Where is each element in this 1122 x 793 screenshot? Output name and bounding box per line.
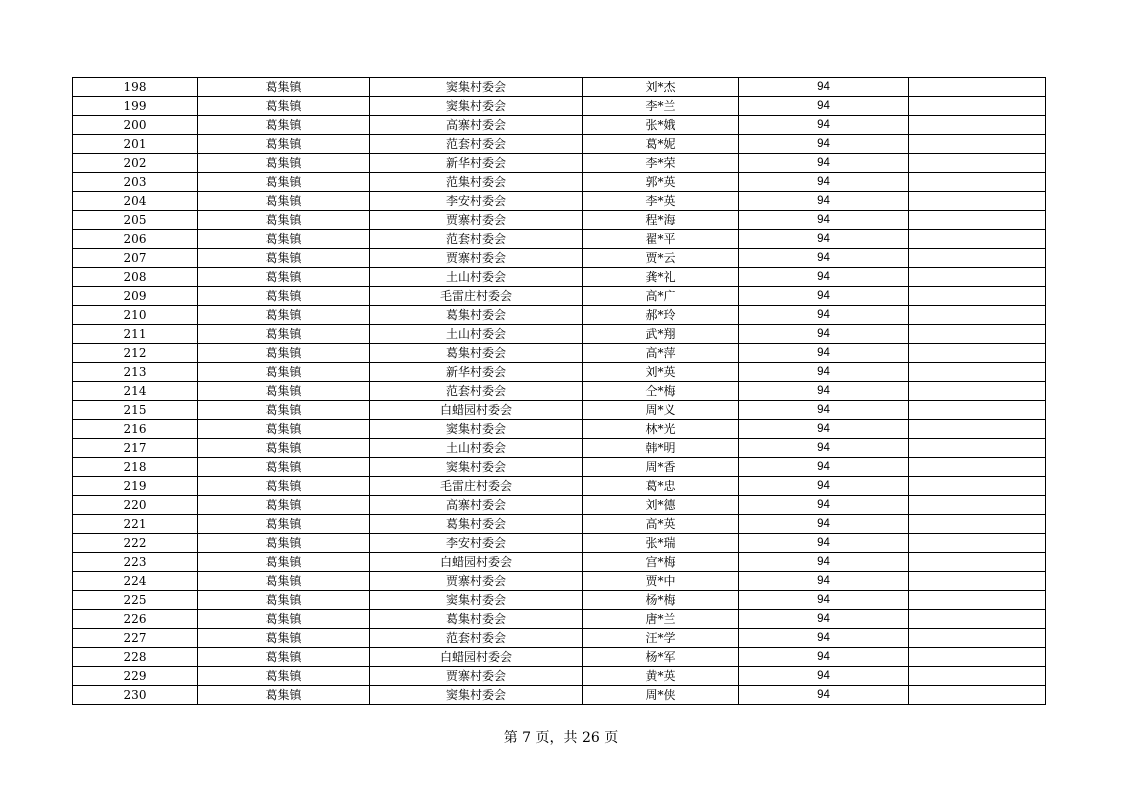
person-name-cell: 杨*梅 xyxy=(583,591,739,610)
person-name-cell: 葛*妮 xyxy=(583,135,739,154)
remark-cell xyxy=(909,173,1046,192)
table-row xyxy=(73,154,1046,173)
town-cell: 葛集镇 xyxy=(198,192,370,211)
table-row xyxy=(73,382,1046,401)
score-cell: 94 xyxy=(739,116,909,135)
remark-cell xyxy=(909,192,1046,211)
row-number-cell: 214 xyxy=(73,382,198,401)
score-cell: 94 xyxy=(739,648,909,667)
table-row xyxy=(73,211,1046,230)
score-cell: 94 xyxy=(739,344,909,363)
score-cell: 94 xyxy=(739,249,909,268)
person-name-cell: 仝*梅 xyxy=(583,382,739,401)
person-name-cell: 高*萍 xyxy=(583,344,739,363)
person-name-cell: 李*兰 xyxy=(583,97,739,116)
village-committee-cell: 贾寨村委会 xyxy=(370,667,583,686)
person-name-cell: 龚*礼 xyxy=(583,268,739,287)
person-name-cell: 贾*中 xyxy=(583,572,739,591)
village-committee-cell: 窦集村委会 xyxy=(370,458,583,477)
person-name-cell: 刘*英 xyxy=(583,363,739,382)
records-table xyxy=(72,77,1046,705)
town-cell: 葛集镇 xyxy=(198,135,370,154)
remark-cell xyxy=(909,420,1046,439)
village-committee-cell: 葛集村委会 xyxy=(370,344,583,363)
remark-cell xyxy=(909,116,1046,135)
village-committee-cell: 白蜡园村委会 xyxy=(370,553,583,572)
table-row xyxy=(73,230,1046,249)
row-number-cell: 219 xyxy=(73,477,198,496)
remark-cell xyxy=(909,325,1046,344)
village-committee-cell: 白蜡园村委会 xyxy=(370,401,583,420)
remark-cell xyxy=(909,610,1046,629)
person-name-cell: 高*英 xyxy=(583,515,739,534)
town-cell: 葛集镇 xyxy=(198,154,370,173)
town-cell: 葛集镇 xyxy=(198,287,370,306)
person-name-cell: 郝*玲 xyxy=(583,306,739,325)
score-cell: 94 xyxy=(739,363,909,382)
score-cell: 94 xyxy=(739,287,909,306)
row-number-cell: 202 xyxy=(73,154,198,173)
table-row xyxy=(73,553,1046,572)
town-cell: 葛集镇 xyxy=(198,515,370,534)
score-cell: 94 xyxy=(739,192,909,211)
remark-cell xyxy=(909,553,1046,572)
score-cell: 94 xyxy=(739,610,909,629)
score-cell: 94 xyxy=(739,97,909,116)
row-number-cell: 200 xyxy=(73,116,198,135)
score-cell: 94 xyxy=(739,477,909,496)
village-committee-cell: 新华村委会 xyxy=(370,363,583,382)
table-row xyxy=(73,572,1046,591)
table-row xyxy=(73,116,1046,135)
score-cell: 94 xyxy=(739,515,909,534)
remark-cell xyxy=(909,382,1046,401)
row-number-cell: 208 xyxy=(73,268,198,287)
score-cell: 94 xyxy=(739,591,909,610)
table-row xyxy=(73,648,1046,667)
row-number-cell: 229 xyxy=(73,667,198,686)
village-committee-cell: 毛雷庄村委会 xyxy=(370,287,583,306)
remark-cell xyxy=(909,211,1046,230)
row-number-cell: 215 xyxy=(73,401,198,420)
table-row xyxy=(73,458,1046,477)
remark-cell xyxy=(909,572,1046,591)
remark-cell xyxy=(909,154,1046,173)
village-committee-cell: 范集村委会 xyxy=(370,173,583,192)
score-cell: 94 xyxy=(739,401,909,420)
row-number-cell: 210 xyxy=(73,306,198,325)
town-cell: 葛集镇 xyxy=(198,534,370,553)
person-name-cell: 周*侠 xyxy=(583,686,739,705)
table-row xyxy=(73,401,1046,420)
row-number-cell: 226 xyxy=(73,610,198,629)
table-row xyxy=(73,496,1046,515)
person-name-cell: 张*娥 xyxy=(583,116,739,135)
village-committee-cell: 李安村委会 xyxy=(370,192,583,211)
person-name-cell: 贾*云 xyxy=(583,249,739,268)
village-committee-cell: 贾寨村委会 xyxy=(370,211,583,230)
person-name-cell: 程*海 xyxy=(583,211,739,230)
town-cell: 葛集镇 xyxy=(198,325,370,344)
score-cell: 94 xyxy=(739,382,909,401)
village-committee-cell: 高寨村委会 xyxy=(370,496,583,515)
village-committee-cell: 窦集村委会 xyxy=(370,591,583,610)
row-number-cell: 207 xyxy=(73,249,198,268)
page-footer: 第 7 页，共 26 页 xyxy=(503,730,619,746)
person-name-cell: 张*瑞 xyxy=(583,534,739,553)
remark-cell xyxy=(909,515,1046,534)
person-name-cell: 翟*平 xyxy=(583,230,739,249)
row-number-cell: 220 xyxy=(73,496,198,515)
score-cell: 94 xyxy=(739,78,909,97)
person-name-cell: 杨*军 xyxy=(583,648,739,667)
table-row xyxy=(73,249,1046,268)
row-number-cell: 230 xyxy=(73,686,198,705)
village-committee-cell: 毛雷庄村委会 xyxy=(370,477,583,496)
remark-cell xyxy=(909,667,1046,686)
village-committee-cell: 土山村委会 xyxy=(370,439,583,458)
row-number-cell: 224 xyxy=(73,572,198,591)
table-row xyxy=(73,686,1046,705)
row-number-cell: 216 xyxy=(73,420,198,439)
remark-cell xyxy=(909,648,1046,667)
person-name-cell: 葛*忠 xyxy=(583,477,739,496)
table-row xyxy=(73,135,1046,154)
village-committee-cell: 窦集村委会 xyxy=(370,78,583,97)
table-row xyxy=(73,78,1046,97)
person-name-cell: 李*英 xyxy=(583,192,739,211)
village-committee-cell: 窦集村委会 xyxy=(370,686,583,705)
remark-cell xyxy=(909,306,1046,325)
row-number-cell: 221 xyxy=(73,515,198,534)
person-name-cell: 林*光 xyxy=(583,420,739,439)
table-row xyxy=(73,268,1046,287)
village-committee-cell: 高寨村委会 xyxy=(370,116,583,135)
remark-cell xyxy=(909,534,1046,553)
row-number-cell: 204 xyxy=(73,192,198,211)
village-committee-cell: 葛集村委会 xyxy=(370,306,583,325)
remark-cell xyxy=(909,249,1046,268)
town-cell: 葛集镇 xyxy=(198,458,370,477)
village-committee-cell: 窦集村委会 xyxy=(370,97,583,116)
village-committee-cell: 新华村委会 xyxy=(370,154,583,173)
table-row xyxy=(73,173,1046,192)
row-number-cell: 205 xyxy=(73,211,198,230)
village-committee-cell: 范套村委会 xyxy=(370,629,583,648)
town-cell: 葛集镇 xyxy=(198,439,370,458)
table-row xyxy=(73,629,1046,648)
town-cell: 葛集镇 xyxy=(198,401,370,420)
remark-cell xyxy=(909,230,1046,249)
remark-cell xyxy=(909,135,1046,154)
remark-cell xyxy=(909,496,1046,515)
town-cell: 葛集镇 xyxy=(198,306,370,325)
table-row xyxy=(73,192,1046,211)
town-cell: 葛集镇 xyxy=(198,648,370,667)
village-committee-cell: 土山村委会 xyxy=(370,325,583,344)
town-cell: 葛集镇 xyxy=(198,97,370,116)
row-number-cell: 203 xyxy=(73,173,198,192)
town-cell: 葛集镇 xyxy=(198,382,370,401)
person-name-cell: 武*翔 xyxy=(583,325,739,344)
town-cell: 葛集镇 xyxy=(198,344,370,363)
row-number-cell: 206 xyxy=(73,230,198,249)
town-cell: 葛集镇 xyxy=(198,686,370,705)
score-cell: 94 xyxy=(739,420,909,439)
village-committee-cell: 范套村委会 xyxy=(370,382,583,401)
town-cell: 葛集镇 xyxy=(198,496,370,515)
score-cell: 94 xyxy=(739,173,909,192)
person-name-cell: 汪*学 xyxy=(583,629,739,648)
row-number-cell: 223 xyxy=(73,553,198,572)
remark-cell xyxy=(909,458,1046,477)
table-row xyxy=(73,610,1046,629)
remark-cell xyxy=(909,439,1046,458)
town-cell: 葛集镇 xyxy=(198,572,370,591)
records-table-body xyxy=(73,78,1046,705)
village-committee-cell: 范套村委会 xyxy=(370,230,583,249)
person-name-cell: 刘*德 xyxy=(583,496,739,515)
village-committee-cell: 葛集村委会 xyxy=(370,610,583,629)
score-cell: 94 xyxy=(739,629,909,648)
table-row xyxy=(73,287,1046,306)
row-number-cell: 198 xyxy=(73,78,198,97)
town-cell: 葛集镇 xyxy=(198,78,370,97)
row-number-cell: 222 xyxy=(73,534,198,553)
town-cell: 葛集镇 xyxy=(198,629,370,648)
town-cell: 葛集镇 xyxy=(198,363,370,382)
row-number-cell: 211 xyxy=(73,325,198,344)
person-name-cell: 高*广 xyxy=(583,287,739,306)
remark-cell xyxy=(909,401,1046,420)
village-committee-cell: 葛集村委会 xyxy=(370,515,583,534)
town-cell: 葛集镇 xyxy=(198,553,370,572)
remark-cell xyxy=(909,477,1046,496)
table-row xyxy=(73,534,1046,553)
table-row xyxy=(73,325,1046,344)
score-cell: 94 xyxy=(739,686,909,705)
row-number-cell: 213 xyxy=(73,363,198,382)
score-cell: 94 xyxy=(739,553,909,572)
town-cell: 葛集镇 xyxy=(198,230,370,249)
row-number-cell: 199 xyxy=(73,97,198,116)
town-cell: 葛集镇 xyxy=(198,610,370,629)
table-row xyxy=(73,420,1046,439)
person-name-cell: 周*香 xyxy=(583,458,739,477)
score-cell: 94 xyxy=(739,496,909,515)
table-row xyxy=(73,306,1046,325)
person-name-cell: 周*义 xyxy=(583,401,739,420)
row-number-cell: 212 xyxy=(73,344,198,363)
remark-cell xyxy=(909,97,1046,116)
town-cell: 葛集镇 xyxy=(198,477,370,496)
town-cell: 葛集镇 xyxy=(198,420,370,439)
row-number-cell: 217 xyxy=(73,439,198,458)
score-cell: 94 xyxy=(739,572,909,591)
person-name-cell: 韩*明 xyxy=(583,439,739,458)
row-number-cell: 228 xyxy=(73,648,198,667)
person-name-cell: 黄*英 xyxy=(583,667,739,686)
score-cell: 94 xyxy=(739,667,909,686)
remark-cell xyxy=(909,268,1046,287)
town-cell: 葛集镇 xyxy=(198,667,370,686)
score-cell: 94 xyxy=(739,439,909,458)
score-cell: 94 xyxy=(739,306,909,325)
town-cell: 葛集镇 xyxy=(198,249,370,268)
remark-cell xyxy=(909,344,1046,363)
person-name-cell: 宫*梅 xyxy=(583,553,739,572)
town-cell: 葛集镇 xyxy=(198,173,370,192)
table-row xyxy=(73,667,1046,686)
town-cell: 葛集镇 xyxy=(198,211,370,230)
remark-cell xyxy=(909,287,1046,306)
village-committee-cell: 窦集村委会 xyxy=(370,420,583,439)
remark-cell xyxy=(909,78,1046,97)
score-cell: 94 xyxy=(739,230,909,249)
score-cell: 94 xyxy=(739,211,909,230)
table-row xyxy=(73,515,1046,534)
score-cell: 94 xyxy=(739,534,909,553)
row-number-cell: 209 xyxy=(73,287,198,306)
row-number-cell: 201 xyxy=(73,135,198,154)
village-committee-cell: 贾寨村委会 xyxy=(370,572,583,591)
score-cell: 94 xyxy=(739,325,909,344)
row-number-cell: 225 xyxy=(73,591,198,610)
town-cell: 葛集镇 xyxy=(198,116,370,135)
village-committee-cell: 范套村委会 xyxy=(370,135,583,154)
town-cell: 葛集镇 xyxy=(198,268,370,287)
score-cell: 94 xyxy=(739,268,909,287)
village-committee-cell: 白蜡园村委会 xyxy=(370,648,583,667)
score-cell: 94 xyxy=(739,458,909,477)
remark-cell xyxy=(909,629,1046,648)
table-row xyxy=(73,439,1046,458)
remark-cell xyxy=(909,686,1046,705)
village-committee-cell: 李安村委会 xyxy=(370,534,583,553)
score-cell: 94 xyxy=(739,154,909,173)
table-row xyxy=(73,477,1046,496)
table-row xyxy=(73,363,1046,382)
person-name-cell: 刘*杰 xyxy=(583,78,739,97)
table-row xyxy=(73,97,1046,116)
score-cell: 94 xyxy=(739,135,909,154)
person-name-cell: 李*荣 xyxy=(583,154,739,173)
remark-cell xyxy=(909,363,1046,382)
table-row xyxy=(73,344,1046,363)
person-name-cell: 唐*兰 xyxy=(583,610,739,629)
village-committee-cell: 土山村委会 xyxy=(370,268,583,287)
town-cell: 葛集镇 xyxy=(198,591,370,610)
remark-cell xyxy=(909,591,1046,610)
row-number-cell: 218 xyxy=(73,458,198,477)
table-row xyxy=(73,591,1046,610)
person-name-cell: 郭*英 xyxy=(583,173,739,192)
village-committee-cell: 贾寨村委会 xyxy=(370,249,583,268)
row-number-cell: 227 xyxy=(73,629,198,648)
